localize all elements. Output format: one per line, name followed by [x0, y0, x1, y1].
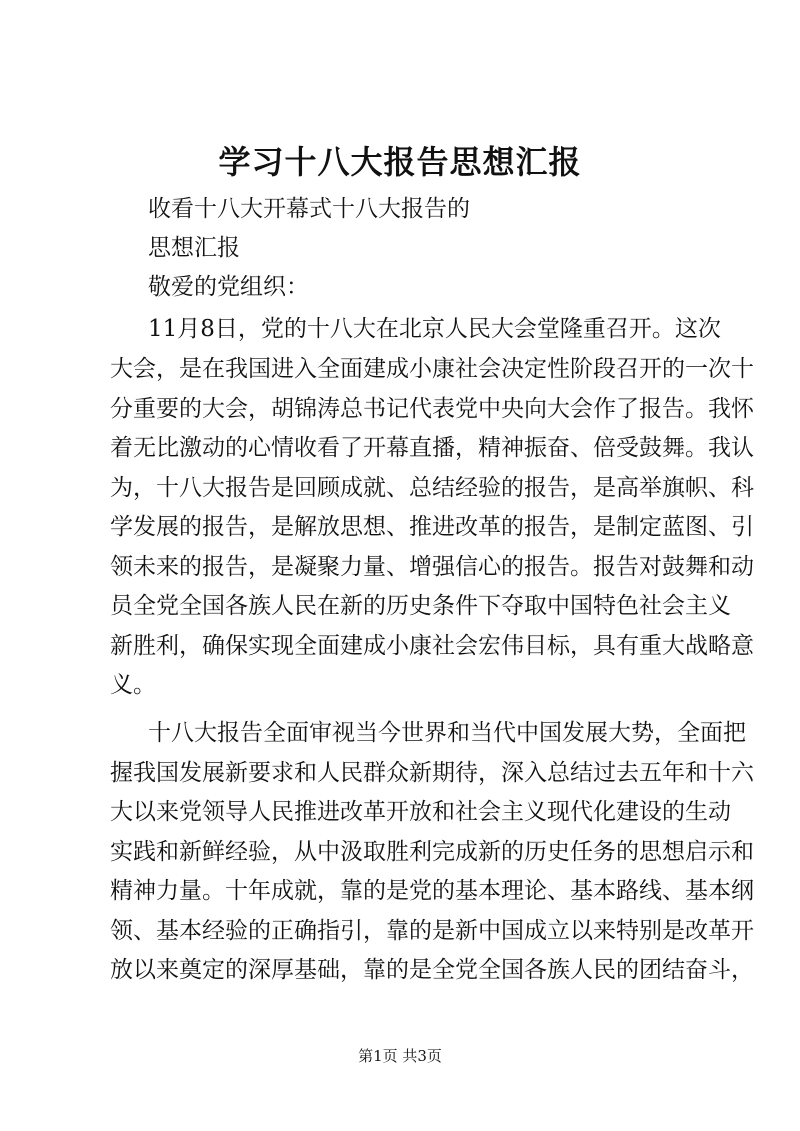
paragraph-1-line-2: 大会，是在我国进入全面建成小康社会决定性阶段召开的一次十: [110, 356, 754, 382]
paragraph-1-line-9: 新胜利，确保实现全面建成小康社会宏伟目标，具有重大战略意: [110, 633, 754, 659]
salutation: 敬爱的党组织：: [148, 274, 309, 300]
text-line-2: 思想汇报: [148, 235, 240, 261]
paragraph-1-line-3: 分重要的大会，胡锦涛总书记代表党中央向大会作了报告。我怀: [110, 396, 754, 422]
paragraph-2-line-4: 实践和新鲜经验，从中汲取胜利完成新的历史任务的思想启示和: [110, 839, 754, 865]
text-line-1: 收看十八大开幕式十八大报告的: [148, 196, 470, 222]
paragraph-1-line-5: 为，十八大报告是回顾成就、总结经验的报告，是高举旗帜、科: [110, 475, 754, 501]
paragraph-1-line-8: 员全党全国各族人民在新的历史条件下夺取中国特色社会主义: [110, 593, 731, 619]
paragraph-2-line-3: 大以来党领导人民推进改革开放和社会主义现代化建设的生动: [110, 799, 731, 825]
paragraph-2-line-5: 精神力量。十年成就，靠的是党的基本理论、基本路线、基本纲: [110, 878, 754, 904]
paragraph-1-line-6: 学发展的报告，是解放思想、推进改革的报告，是制定蓝图、引: [110, 514, 754, 540]
paragraph-1-line-10: 义。: [110, 672, 156, 698]
page-number: 第1页 共3页: [358, 1047, 442, 1065]
paragraph-1-line-1: 11月8日，党的十八大在北京人民大会堂隆重召开。这次: [148, 316, 721, 342]
paragraph-1-line-4: 着无比激动的心情收看了开幕直播，精神振奋、倍受鼓舞。我认: [110, 435, 754, 461]
paragraph-1-line-7: 领未来的报告，是凝聚力量、增强信心的报告。报告对鼓舞和动: [110, 554, 754, 580]
paragraph-2-line-7: 放以来奠定的深厚基础，靠的是全党全国各族人民的团结奋斗，: [110, 957, 754, 983]
paragraph-2-line-1: 十八大报告全面审视当今世界和当代中国发展大势，全面把: [148, 720, 746, 746]
paragraph-2-line-6: 领、基本经验的正确指引，靠的是新中国成立以来特别是改革开: [110, 918, 754, 944]
paragraph-2-line-2: 握我国发展新要求和人民群众新期待，深入总结过去五年和十六: [110, 760, 754, 786]
document-title: 学习十八大报告思想汇报: [218, 143, 582, 181]
